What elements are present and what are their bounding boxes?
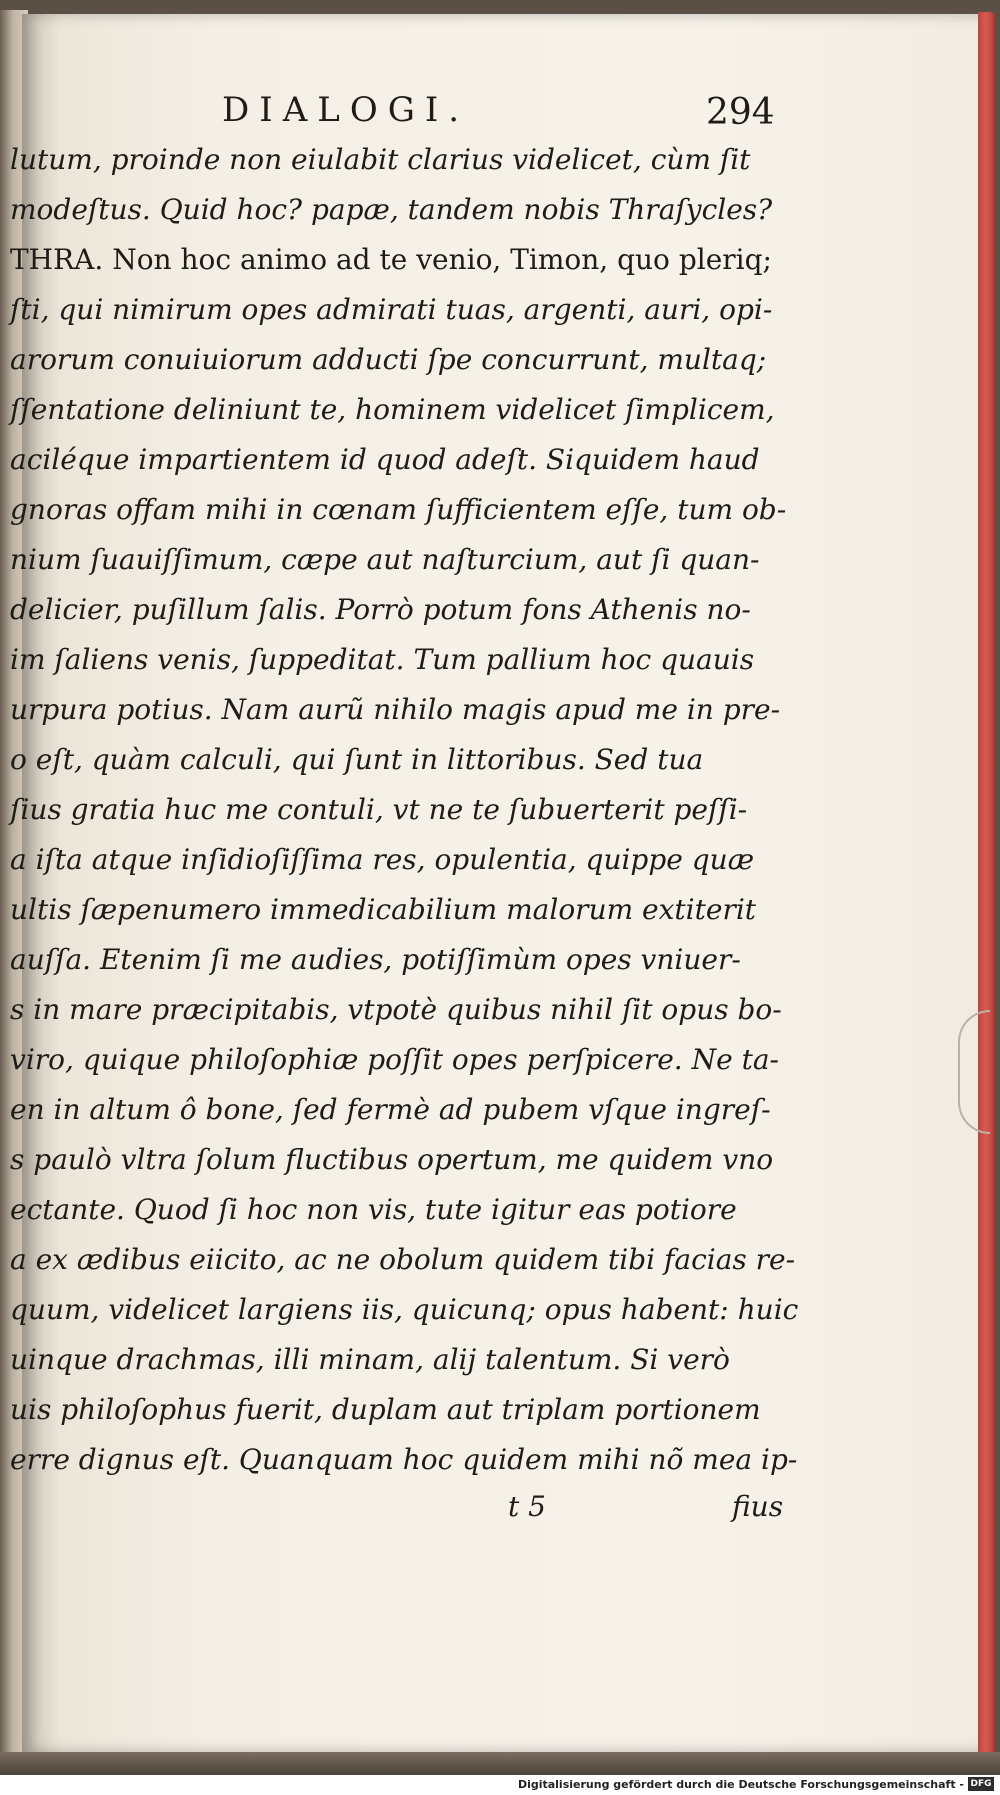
text-line: ſius gratia huc me contuli, vt ne te ſubuerterit peſſi- [10, 793, 748, 826]
text-line: quum, videlicet largiens iis, quicunq; opus habent: huic [10, 1293, 799, 1326]
text-line: a iſta atque inſidioſiſſima res, opulentia, quippe quæ [10, 843, 755, 876]
text-line: lutum, proinde non eiulabit clarius videlicet, cùm ſit [10, 143, 751, 176]
text-line: ſſentatione deliniunt te, hominem videlicet ſimplicem, [10, 393, 775, 426]
text-line: o eſt, quàm calculi, qui ſunt in littoribus. Sed tua [10, 743, 704, 776]
text-line: ectante. Quod ſi hoc non vis, tute igitur eas potiore [10, 1193, 737, 1226]
text-line: en in altum ô bone, ſed fermè ad pubem vſque ingreſ- [10, 1093, 771, 1126]
text-line: a ex ædibus eiicito, ac ne obolum quidem tibi facias re- [10, 1243, 796, 1276]
text-line: uinque drachmas, illi minam, alij talentum. Si verò [10, 1343, 730, 1376]
text-line: auſſa. Etenim ſi me audies, potiſſimùm opes vniuer- [10, 943, 741, 976]
text-line: ſti, qui nimirum opes admirati tuas, argenti, auri, opi- [10, 293, 773, 326]
dfg-logo: DFG [968, 1777, 994, 1791]
text-line: erre dignus eſt. Quanquam hoc quidem mihi nõ mea ip- [10, 1443, 798, 1476]
text-line: THRA. Non hoc animo ad te venio, Timon, quo pleriq; [10, 243, 772, 276]
funding-credit: Digitalisierung gefördert durch die Deutsche Forschungsgemeinschaft - [517, 1778, 964, 1791]
text-line: modeſtus. Quid hoc? papæ, tandem nobis Thraſycles? [10, 193, 773, 226]
text-line: s in mare præcipitabis, vtpotè quibus nihil ſit opus bo- [10, 993, 782, 1026]
text-line: s paulò vltra ſolum fluctibus opertum, me quidem vno [10, 1143, 774, 1176]
text-line: uis philoſophus fuerit, duplam aut triplam portionem [10, 1393, 761, 1426]
text-line: viro, quique philoſophiæ poſſit opes perſpicere. Ne ta- [10, 1043, 779, 1076]
text-line: aciléque impartientem id quod adeſt. Siquidem haud [10, 443, 760, 476]
page-number: 294 [706, 92, 775, 133]
running-head: DIALOGI. [222, 90, 470, 130]
text-line: arorum conuiuiorum adducti ſpe concurrunt, multaq; [10, 343, 767, 376]
text-line: nium ſuauiſſimum, cæpe aut naſturcium, aut ſi quan- [10, 543, 760, 576]
text-line: delicier, puſillum ſalis. Porrò potum fons Athenis no- [10, 593, 751, 626]
text-line: urpura potius. Nam aurũ nihilo magis apud me in pre- [10, 693, 781, 726]
text-line: im ſaliens venis, ſuppeditat. Tum pallium hoc quauis [10, 643, 755, 676]
signature-mark: t 5 [508, 1490, 546, 1523]
text-line: gnoras offam mihi in cœnam ſufficientem eſſe, tum ob- [10, 493, 787, 526]
text-line: ultis ſæpenumero immedicabilium malorum extiterit [10, 893, 757, 926]
catchword: fius [732, 1490, 784, 1523]
